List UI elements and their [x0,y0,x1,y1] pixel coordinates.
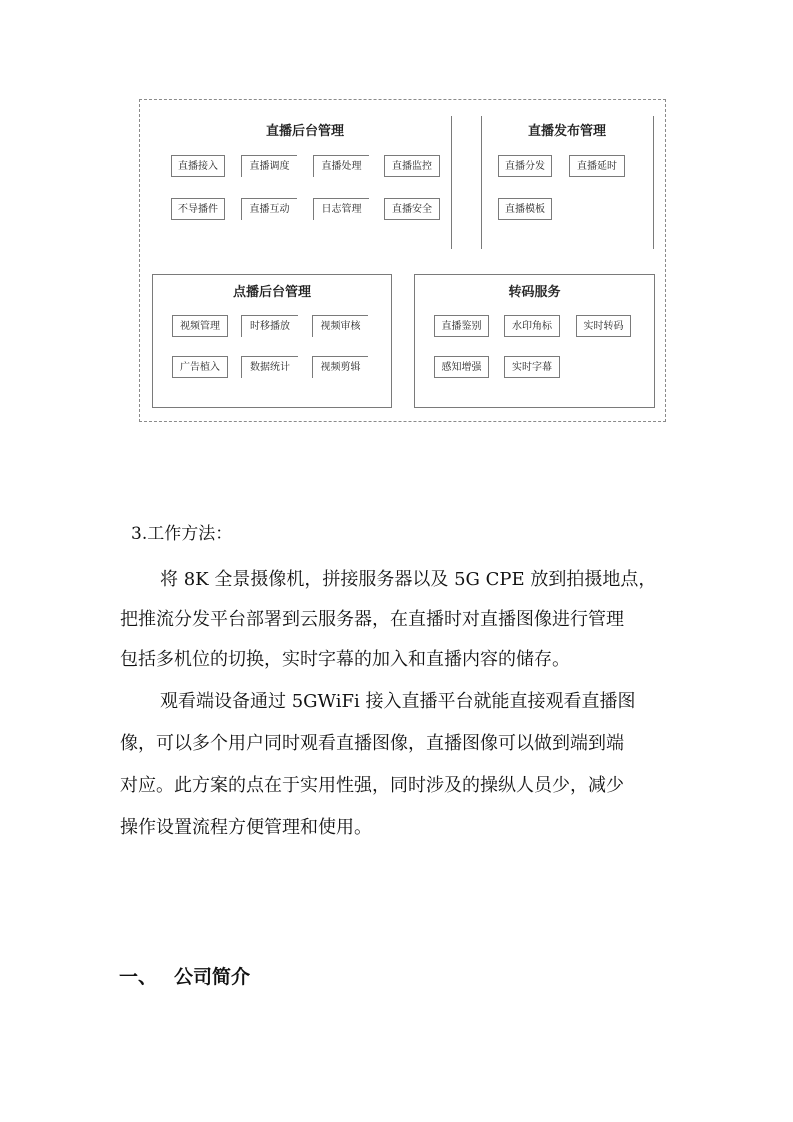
module-log-manage: 日志管理 [313,198,369,220]
section-heading [119,962,250,989]
module-live-security: 直播安全 [384,198,440,220]
architecture-diagram [139,99,666,422]
module-live-director: 不导播件 [171,198,225,220]
live-publish-title: 直播发布管理 [527,124,606,139]
module-video-manage: 视频管理 [172,315,228,337]
module-live-delay: 直播延时 [569,155,625,177]
live-publish-panel [483,114,651,254]
module-live-monitor: 直播监控 [384,155,440,177]
divider-line [451,116,452,249]
transcode-panel [414,274,655,408]
module-watermark: 水印角标 [504,315,560,337]
paragraph-line: 观看端设备通过 5GWiFi 接入直播平台就能直接观看直播图 [160,691,636,712]
transcode-title: 转码服务 [508,285,561,300]
paragraph-line: 对应。此方案的点在于实用性强，同时涉及的操纵人员少，减少 [120,775,624,796]
paragraph-line: 包括多机位的切换，实时字幕的加入和直播内容的储存。 [120,649,570,670]
module-video-review: 视频审核 [312,315,368,337]
module-live-process: 直播处理 [313,155,369,177]
paragraph-line: 操作设置流程方便管理和使用。 [120,817,372,838]
module-live-interact: 直播互动 [241,198,297,220]
paragraph-line: 把推流分发平台部署到云服务器，在直播时对直播图像进行管理 [120,609,624,630]
module-realtime-subtitle: 实时字幕 [504,356,560,378]
module-video-edit: 视频剪辑 [312,356,368,378]
vod-admin-panel [152,274,392,408]
module-live-schedule: 直播调度 [241,155,297,177]
module-live-access: 直播接入 [171,155,225,177]
divider-line [481,116,482,249]
module-live-identify: 直播鉴别 [434,315,489,337]
vod-admin-title: 点播后台管理 [232,285,311,300]
module-live-template: 直播模板 [498,198,552,220]
paragraph-line: 像，可以多个用户同时观看直播图像，直播图像可以做到端到端 [120,733,624,754]
module-data-stats: 数据统计 [241,356,298,378]
heading-title: 公司简介 [174,966,251,988]
live-admin-title: 直播后台管理 [265,124,344,139]
divider-line [653,116,654,249]
module-perception-enhance: 感知增强 [434,356,489,378]
paragraph-line: 将 8K 全景摄像机，拼接服务器以及 5G CPE 放到拍摄地点， [160,569,657,590]
module-realtime-transcode: 实时转码 [576,315,631,337]
module-ad-insert: 广告植入 [172,356,228,378]
heading-number: 一、 [119,966,158,988]
live-admin-panel [160,114,450,254]
module-live-distribute: 直播分发 [498,155,552,177]
section-title: 3.工作方法： [131,524,233,544]
module-timeshift: 时移播放 [241,315,298,337]
